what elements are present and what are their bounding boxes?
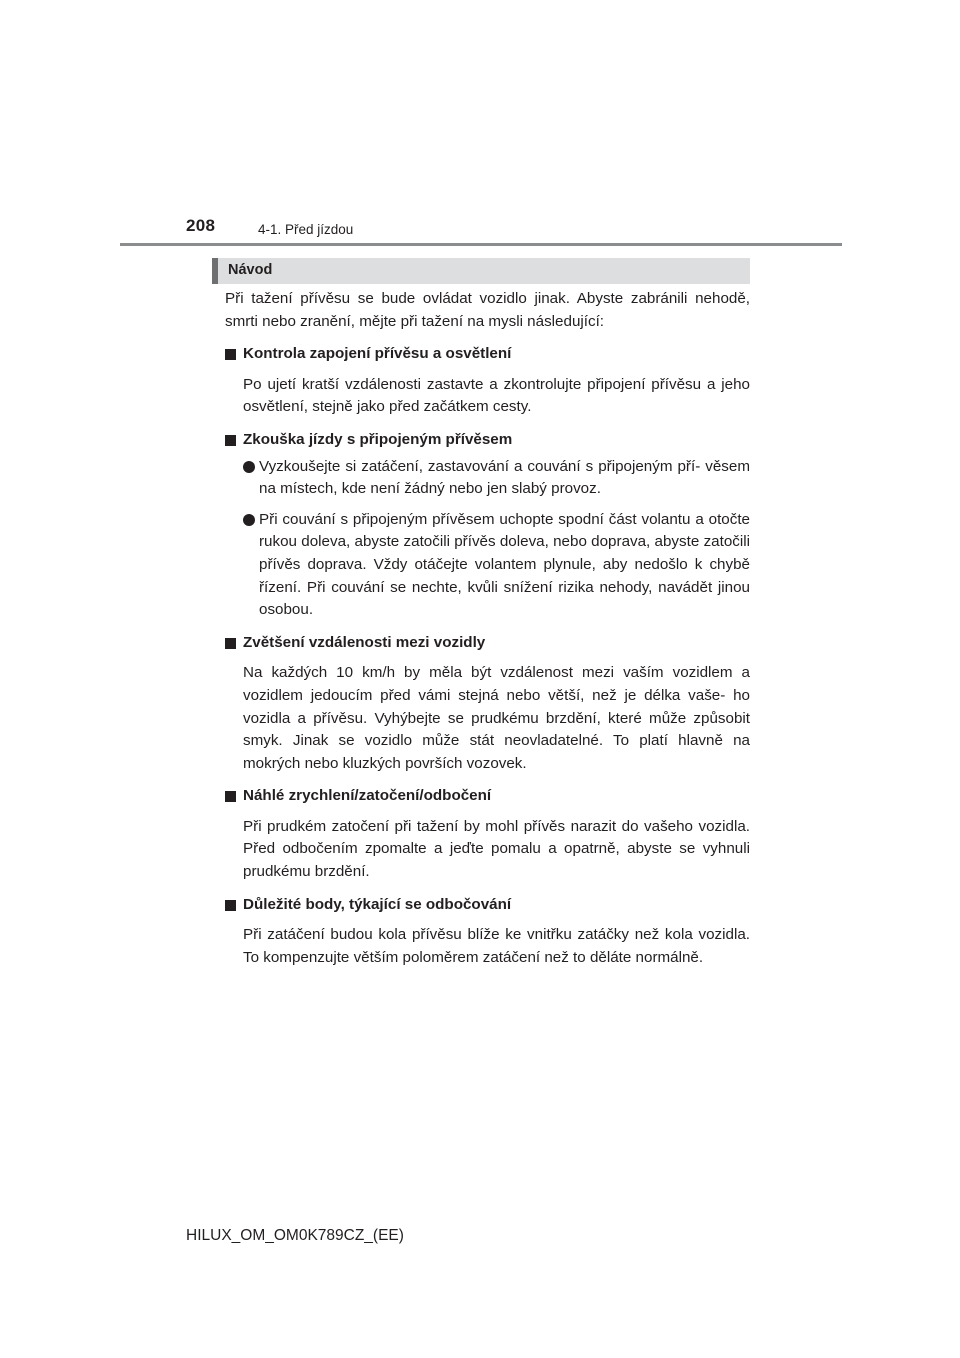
note-box-header [212, 258, 750, 284]
bullet-item [243, 456, 750, 501]
header-rule [120, 243, 842, 246]
square-bullet-icon [225, 349, 236, 360]
section-heading-text: Zkouška jízdy s připojeným přívěsem [243, 430, 513, 448]
section-text: Po ujetí kratší vzdálenosti zastavte a zkontrolujte připojení přívěsu a jeho osvětlení, stejně jako před začátkem cesty. [243, 375, 750, 416]
square-bullet-icon [225, 791, 236, 802]
bullet-text: Vyzkoušejte si zatáčení, zastavování a couvání s připojeným pří- věsem na místech, kde není žádný nebo jen slabý provoz. [259, 457, 750, 498]
section-heading [225, 785, 750, 808]
section-text: Při prudkém zatočení při tažení by mohl přívěs narazit do vašeho vozidla. Před odbočením zpomalte a jeďte pomalu a opatrně, abyste se vyhnuli prudkému brzdění. [243, 817, 750, 881]
section-heading [225, 632, 750, 655]
bullet-item [243, 509, 750, 622]
square-bullet-icon [225, 638, 236, 649]
square-bullet-icon [225, 900, 236, 911]
page-number: 208 [186, 216, 216, 235]
round-bullet-icon [243, 514, 255, 526]
section-heading [225, 343, 750, 366]
note-content [225, 288, 750, 969]
section-text: Na každých 10 km/h by měla být vzdálenost mezi vaším vozidlem a vozidlem jedoucím před vámi stejná nebo větší, než je délka vaše- ho vozidla a přívěsu. Vyhýbejte se prudkému brzdění, které může způsobit smyk. Jinak se vozidlo může stát neovladatelné. To platí hlavně na mokrých nebo kluzkých površích vozovek. [243, 664, 750, 772]
section-heading-text: Zvětšení vzdálenosti mezi vozidly [243, 633, 486, 651]
square-bullet-icon [225, 435, 236, 446]
section-heading-text: Důležité body, týkající se odbočování [243, 895, 512, 913]
document-code: HILUX_OM_OM0K789CZ_(EE) [186, 1227, 404, 1244]
section-heading [225, 894, 750, 917]
round-bullet-icon [243, 461, 255, 473]
section-heading [225, 429, 750, 452]
section-heading-text: Náhlé zrychlení/zatočení/odbočení [243, 787, 492, 805]
note-box-label: Návod [228, 262, 273, 278]
intro-paragraph: Při tažení přívěsu se bude ovládat vozidlo jinak. Abyste zabránili nehodě, smrti nebo zranění, mějte při tažení na mysli následující: [225, 290, 750, 330]
section-heading-text: Kontrola zapojení přívěsu a osvětlení [243, 345, 512, 363]
section-text: Při zatáčení budou kola přívěsu blíže ke vnitřku zatáčky než kola vozidla. To kompenzujte větším poloměrem zatáčení než to děláte normálně. [243, 926, 750, 966]
bullet-text: Při couvání s připojeným přívěsem uchopte spodní část volantu a otočte rukou doleva, abyste zatočili přívěs doleva, nebo doprava, abyste zatočili přívěs doprava. Vždy otáčejte volantem plynule, aby nedošlo k chybě řízení. Při couvání se nechte, kvůli snížení rizika nehody, navádět jinou osobou. [259, 510, 750, 619]
section-title: 4-1. Před jízdou [258, 222, 354, 237]
